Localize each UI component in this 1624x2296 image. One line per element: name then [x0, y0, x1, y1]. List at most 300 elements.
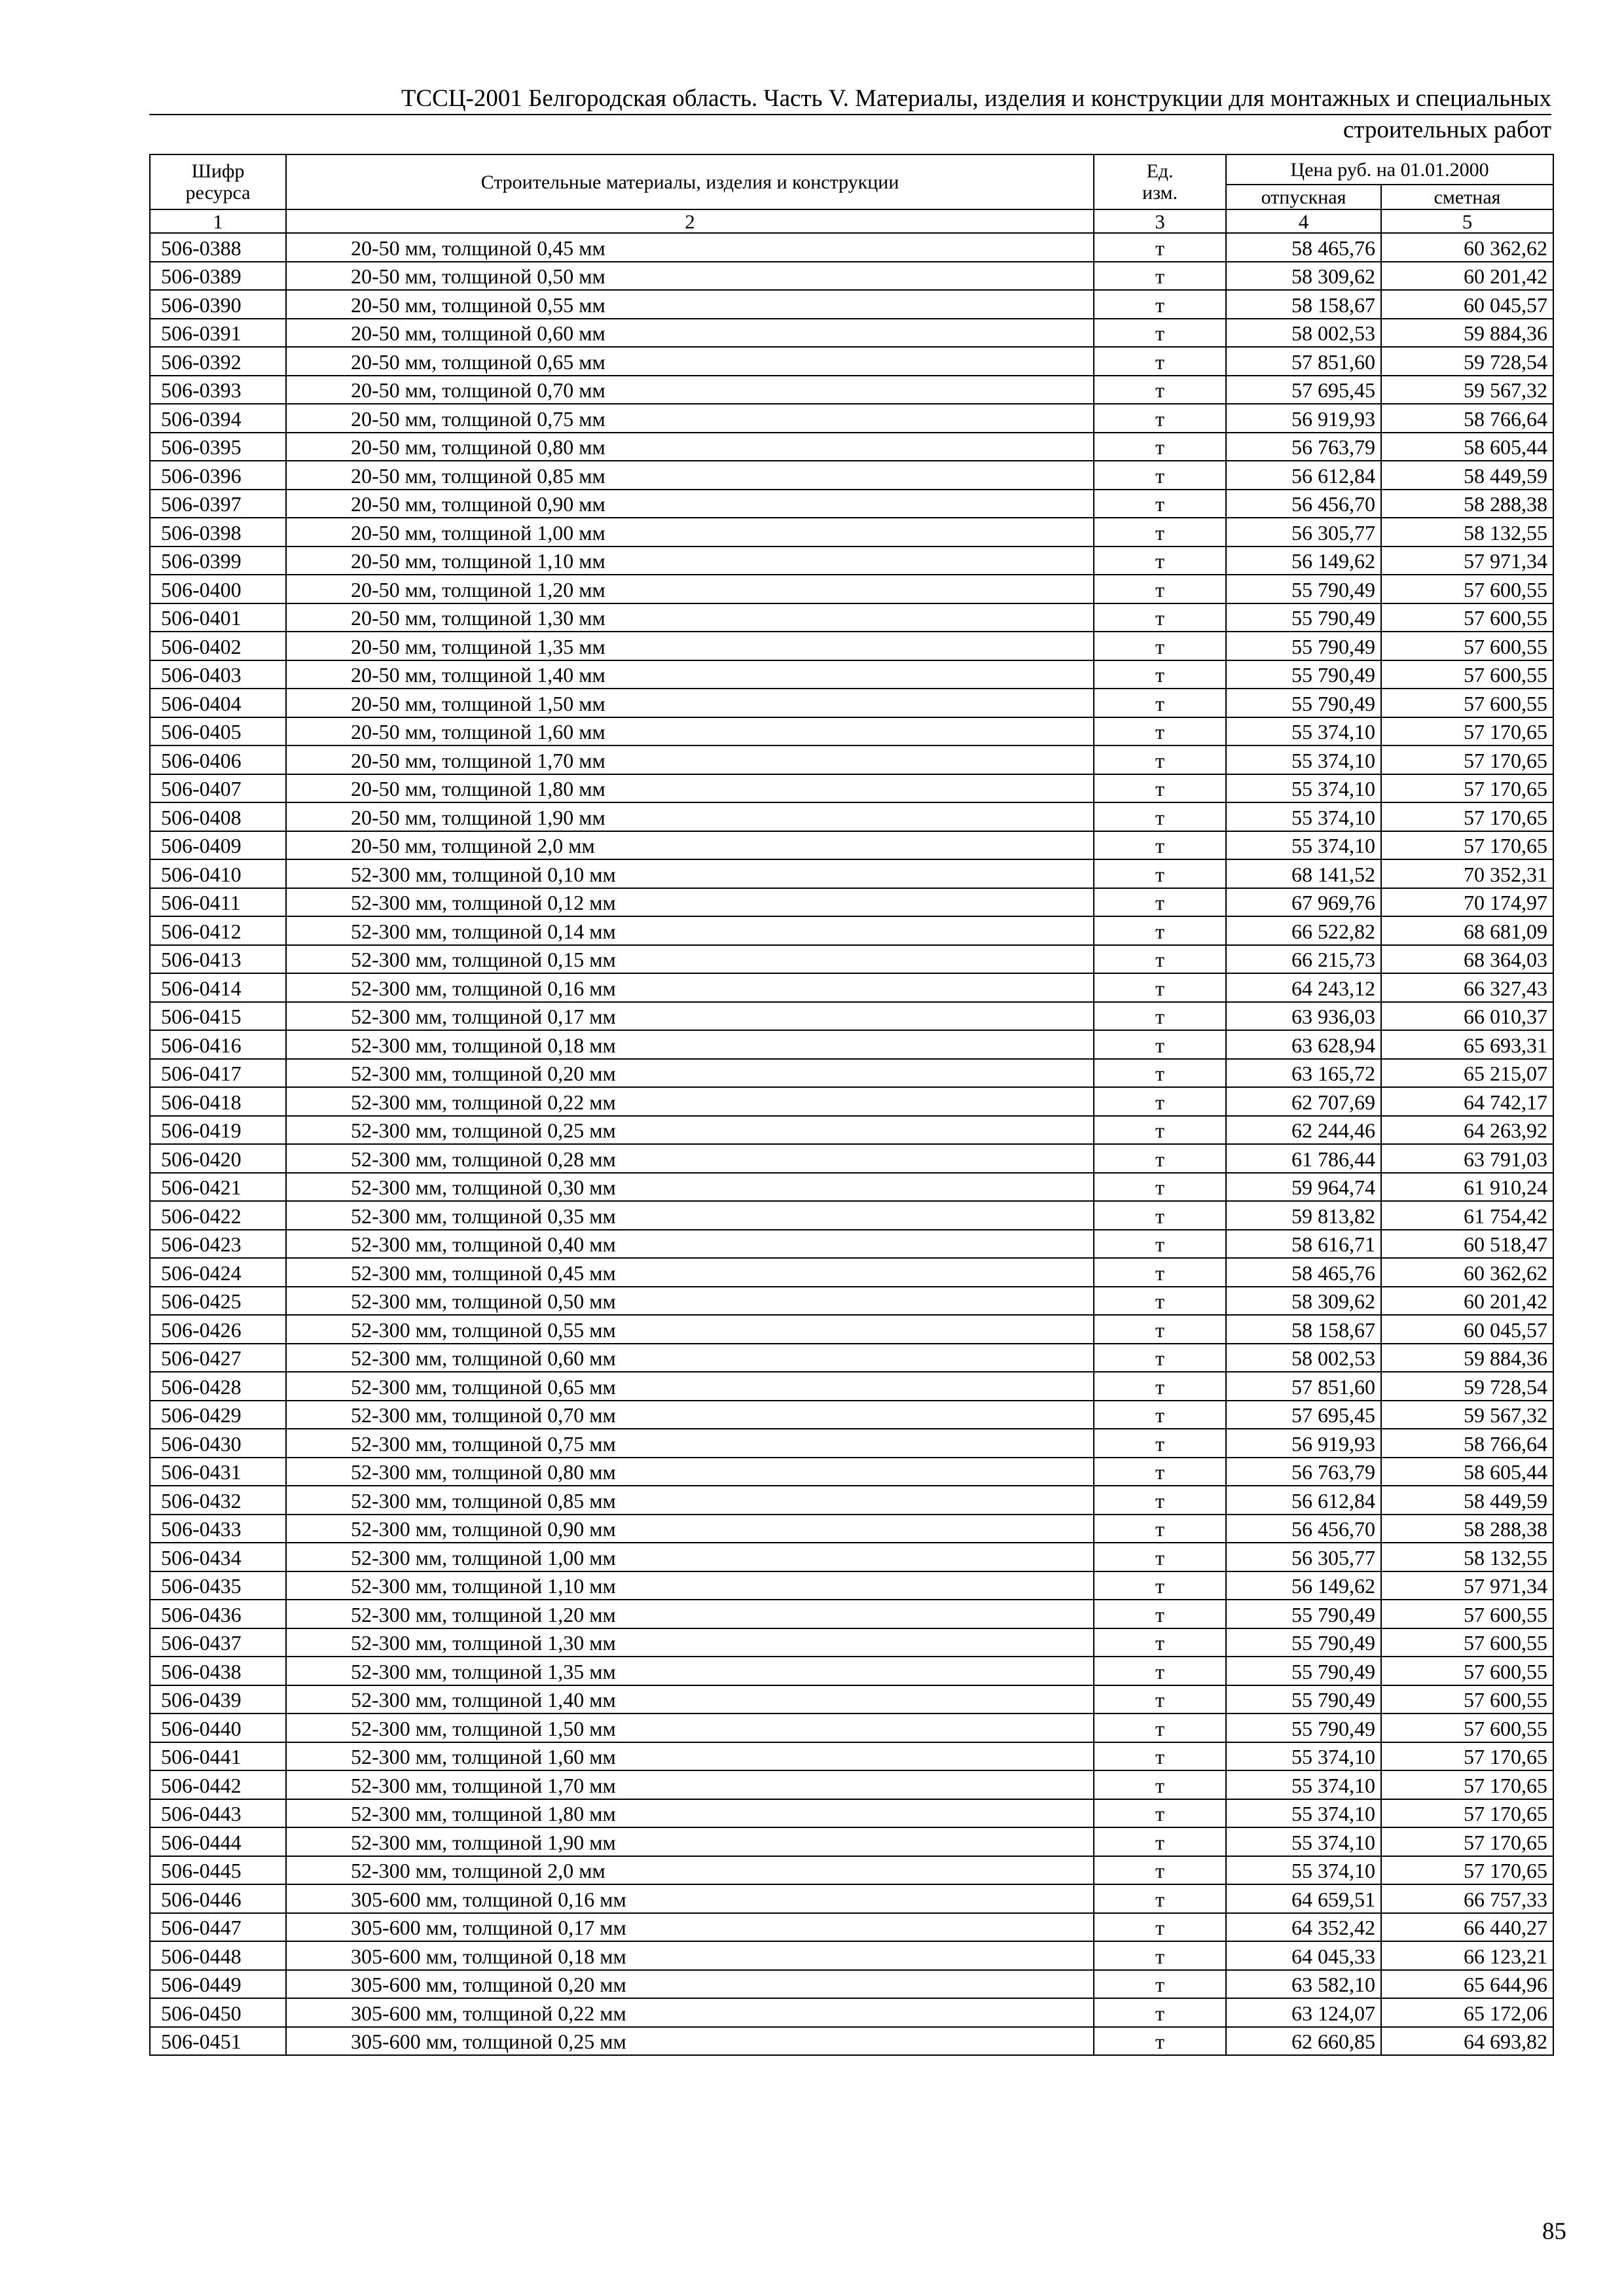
table-row [150, 461, 1553, 490]
resource-code-cell: 506-0438 [150, 1657, 286, 1685]
unit-cell: т [1094, 689, 1226, 717]
table-row [150, 689, 1553, 717]
resource-code-cell: 506-0416 [150, 1030, 286, 1059]
table-row [150, 859, 1553, 888]
release-price-cell: 55 790,49 [1226, 1685, 1381, 1714]
release-price-cell: 64 243,12 [1226, 973, 1381, 1002]
table-row [150, 1002, 1553, 1031]
release-price-cell: 58 465,76 [1226, 1258, 1381, 1287]
unit-cell: т [1094, 1742, 1226, 1771]
release-price-cell: 64 659,51 [1226, 1884, 1381, 1913]
table-row [150, 632, 1553, 660]
estimate-price-cell: 57 600,55 [1381, 575, 1553, 603]
material-name-cell: 52-300 мм, толщиной 1,80 мм [286, 1799, 1094, 1828]
release-price-cell: 62 660,85 [1226, 2027, 1381, 2056]
release-price-cell: 62 707,69 [1226, 1087, 1381, 1116]
estimate-price-cell: 66 327,43 [1381, 973, 1553, 1002]
resource-code-cell: 506-0398 [150, 518, 286, 547]
table-row [150, 1515, 1553, 1543]
unit-cell: т [1094, 290, 1226, 319]
table-row [150, 774, 1553, 803]
unit-cell: т [1094, 1002, 1226, 1031]
table-row [150, 433, 1553, 461]
table-row [150, 1628, 1553, 1657]
unit-cell: т [1094, 547, 1226, 575]
release-price-cell: 68 141,52 [1226, 859, 1381, 888]
release-price-cell: 55 374,10 [1226, 1742, 1381, 1771]
resource-code-cell: 506-0394 [150, 404, 286, 433]
material-name-cell: 20-50 мм, толщиной 0,60 мм [286, 319, 1094, 348]
estimate-price-cell: 59 567,32 [1381, 1401, 1553, 1429]
unit-cell: т [1094, 233, 1226, 262]
material-name-cell: 20-50 мм, толщиной 0,85 мм [286, 461, 1094, 490]
material-name-cell: 20-50 мм, толщиной 0,70 мм [286, 376, 1094, 404]
material-name-cell: 52-300 мм, толщиной 0,50 мм [286, 1287, 1094, 1316]
release-price-cell: 63 628,94 [1226, 1030, 1381, 1059]
resource-code-cell: 506-0400 [150, 575, 286, 603]
resource-code-cell: 506-0426 [150, 1315, 286, 1344]
unit-cell: т [1094, 376, 1226, 404]
release-price-cell: 56 305,77 [1226, 518, 1381, 547]
table-row [150, 1030, 1553, 1059]
material-name-cell: 20-50 мм, толщиной 0,80 мм [286, 433, 1094, 461]
resource-code-cell: 506-0390 [150, 290, 286, 319]
unit-cell: т [1094, 1543, 1226, 1571]
release-price-cell: 59 964,74 [1226, 1173, 1381, 1202]
resource-code-cell: 506-0424 [150, 1258, 286, 1287]
estimate-price-cell: 60 362,62 [1381, 233, 1553, 262]
material-name-cell: 20-50 мм, толщиной 1,70 мм [286, 745, 1094, 774]
estimate-price-cell: 59 884,36 [1381, 1344, 1553, 1372]
material-name-cell: 52-300 мм, толщиной 0,30 мм [286, 1173, 1094, 1202]
release-price-cell: 55 790,49 [1226, 1600, 1381, 1628]
release-price-cell: 56 763,79 [1226, 433, 1381, 461]
table-row [150, 376, 1553, 404]
material-name-cell: 20-50 мм, толщиной 1,10 мм [286, 547, 1094, 575]
column-number-5: 5 [1381, 209, 1553, 233]
estimate-price-cell: 58 132,55 [1381, 1543, 1553, 1571]
release-price-cell: 55 790,49 [1226, 689, 1381, 717]
resource-code-cell: 506-0437 [150, 1628, 286, 1657]
table-row [150, 1287, 1553, 1316]
unit-cell: т [1094, 1372, 1226, 1401]
table-row [150, 1941, 1553, 1970]
table-row [150, 1429, 1553, 1458]
estimate-price-cell: 57 170,65 [1381, 1799, 1553, 1828]
unit-cell: т [1094, 1770, 1226, 1799]
unit-cell: т [1094, 319, 1226, 348]
unit-cell: т [1094, 1913, 1226, 1942]
release-price-cell: 58 158,67 [1226, 1315, 1381, 1344]
estimate-price-cell: 60 518,47 [1381, 1230, 1553, 1259]
estimate-price-cell: 64 742,17 [1381, 1087, 1553, 1116]
estimate-price-cell: 58 288,38 [1381, 490, 1553, 518]
resource-code-cell: 506-0401 [150, 603, 286, 632]
unit-cell: т [1094, 1657, 1226, 1685]
estimate-price-cell: 60 201,42 [1381, 1287, 1553, 1316]
table-row [150, 1458, 1553, 1486]
estimate-price-cell: 57 170,65 [1381, 1827, 1553, 1856]
resource-code-cell: 506-0396 [150, 461, 286, 490]
unit-cell: т [1094, 1941, 1226, 1970]
column-header-code-text: Шифр ресурса [185, 160, 251, 204]
table-row [150, 1401, 1553, 1429]
material-name-cell: 52-300 мм, толщиной 0,65 мм [286, 1372, 1094, 1401]
release-price-cell: 57 851,60 [1226, 1372, 1381, 1401]
unit-cell: т [1094, 1799, 1226, 1828]
unit-cell: т [1094, 1713, 1226, 1742]
material-name-cell: 52-300 мм, толщиной 0,80 мм [286, 1458, 1094, 1486]
table-row [150, 1770, 1553, 1799]
resource-code-cell: 506-0431 [150, 1458, 286, 1486]
table-row [150, 745, 1553, 774]
resource-code-cell: 506-0450 [150, 1998, 286, 2027]
price-table-body [150, 233, 1553, 2055]
column-header-code [150, 154, 286, 209]
material-name-cell: 52-300 мм, толщиной 2,0 мм [286, 1856, 1094, 1885]
material-name-cell: 52-300 мм, толщиной 0,70 мм [286, 1401, 1094, 1429]
table-row [150, 575, 1553, 603]
unit-cell: т [1094, 461, 1226, 490]
resource-code-cell: 506-0403 [150, 660, 286, 689]
table-row [150, 1998, 1553, 2027]
estimate-price-cell: 65 644,96 [1381, 1970, 1553, 1999]
table-row [150, 717, 1553, 746]
unit-cell: т [1094, 1856, 1226, 1885]
resource-code-cell: 506-0423 [150, 1230, 286, 1259]
release-price-cell: 56 919,93 [1226, 1429, 1381, 1458]
material-name-cell: 52-300 мм, толщиной 0,17 мм [286, 1002, 1094, 1031]
table-row [150, 490, 1553, 518]
unit-cell: т [1094, 1458, 1226, 1486]
material-name-cell: 52-300 мм, толщиной 1,00 мм [286, 1543, 1094, 1571]
resource-code-cell: 506-0436 [150, 1600, 286, 1628]
estimate-price-cell: 58 766,64 [1381, 1429, 1553, 1458]
resource-code-cell: 506-0439 [150, 1685, 286, 1714]
unit-cell: т [1094, 831, 1226, 860]
resource-code-cell: 506-0422 [150, 1201, 286, 1230]
estimate-price-cell: 70 174,97 [1381, 888, 1553, 917]
estimate-price-cell: 65 693,31 [1381, 1030, 1553, 1059]
estimate-price-cell: 57 170,65 [1381, 802, 1553, 831]
resource-code-cell: 506-0446 [150, 1884, 286, 1913]
table-row [150, 1173, 1553, 1202]
unit-cell: т [1094, 1030, 1226, 1059]
unit-cell: т [1094, 774, 1226, 803]
material-name-cell: 52-300 мм, толщиной 0,75 мм [286, 1429, 1094, 1458]
column-header-release-price: отпускная [1226, 185, 1381, 209]
resource-code-cell: 506-0391 [150, 319, 286, 348]
material-name-cell: 52-300 мм, толщиной 1,70 мм [286, 1770, 1094, 1799]
material-name-cell: 52-300 мм, толщиной 0,85 мм [286, 1486, 1094, 1515]
table-row [150, 404, 1553, 433]
release-price-cell: 55 790,49 [1226, 1713, 1381, 1742]
resource-code-cell: 506-0406 [150, 745, 286, 774]
estimate-price-cell: 57 600,55 [1381, 1713, 1553, 1742]
release-price-cell: 64 045,33 [1226, 1941, 1381, 1970]
table-row [150, 831, 1553, 860]
table-row [150, 802, 1553, 831]
estimate-price-cell: 59 728,54 [1381, 1372, 1553, 1401]
material-name-cell: 52-300 мм, толщиной 1,10 мм [286, 1571, 1094, 1600]
material-name-cell: 20-50 мм, толщиной 0,50 мм [286, 262, 1094, 291]
unit-cell: т [1094, 1600, 1226, 1628]
estimate-price-cell: 60 362,62 [1381, 1258, 1553, 1287]
estimate-price-cell: 57 600,55 [1381, 1685, 1553, 1714]
unit-cell: т [1094, 1201, 1226, 1230]
material-name-cell: 52-300 мм, толщиной 0,12 мм [286, 888, 1094, 917]
release-price-cell: 55 790,49 [1226, 1657, 1381, 1685]
table-row [150, 1884, 1553, 1913]
release-price-cell: 66 522,82 [1226, 916, 1381, 945]
unit-cell: т [1094, 404, 1226, 433]
table-row [150, 973, 1553, 1002]
resource-code-cell: 506-0399 [150, 547, 286, 575]
release-price-cell: 55 374,10 [1226, 831, 1381, 860]
material-name-cell: 52-300 мм, толщиной 0,10 мм [286, 859, 1094, 888]
unit-cell: т [1094, 888, 1226, 917]
release-price-cell: 55 374,10 [1226, 1827, 1381, 1856]
unit-cell: т [1094, 603, 1226, 632]
table-row [150, 1258, 1553, 1287]
column-header-price: Цена руб. на 01.01.2000 [1226, 154, 1553, 185]
release-price-cell: 57 851,60 [1226, 347, 1381, 376]
table-row [150, 1144, 1553, 1173]
release-price-cell: 58 002,53 [1226, 1344, 1381, 1372]
release-price-cell: 56 456,70 [1226, 1515, 1381, 1543]
material-name-cell: 52-300 мм, толщиной 0,14 мм [286, 916, 1094, 945]
material-name-cell: 305-600 мм, толщиной 0,16 мм [286, 1884, 1094, 1913]
estimate-price-cell: 57 600,55 [1381, 603, 1553, 632]
material-name-cell: 52-300 мм, толщиной 0,55 мм [286, 1315, 1094, 1344]
table-row [150, 1087, 1553, 1116]
release-price-cell: 55 374,10 [1226, 717, 1381, 746]
unit-cell: т [1094, 632, 1226, 660]
material-name-cell: 20-50 мм, толщиной 0,90 мм [286, 490, 1094, 518]
table-row [150, 1116, 1553, 1145]
release-price-cell: 56 149,62 [1226, 1571, 1381, 1600]
unit-cell: т [1094, 1970, 1226, 1999]
table-row [150, 888, 1553, 917]
resource-code-cell: 506-0441 [150, 1742, 286, 1771]
estimate-price-cell: 57 170,65 [1381, 1856, 1553, 1885]
release-price-cell: 55 374,10 [1226, 1799, 1381, 1828]
material-name-cell: 52-300 мм, толщиной 0,16 мм [286, 973, 1094, 1002]
unit-cell: т [1094, 1685, 1226, 1714]
material-name-cell: 20-50 мм, толщиной 1,40 мм [286, 660, 1094, 689]
material-name-cell: 52-300 мм, толщиной 1,50 мм [286, 1713, 1094, 1742]
material-name-cell: 20-50 мм, толщиной 1,60 мм [286, 717, 1094, 746]
material-name-cell: 20-50 мм, толщиной 0,75 мм [286, 404, 1094, 433]
estimate-price-cell: 57 170,65 [1381, 717, 1553, 746]
release-price-cell: 67 969,76 [1226, 888, 1381, 917]
material-name-cell: 20-50 мм, толщиной 1,50 мм [286, 689, 1094, 717]
table-row [150, 290, 1553, 319]
release-price-cell: 56 763,79 [1226, 1458, 1381, 1486]
table-row [150, 1571, 1553, 1600]
unit-cell: т [1094, 490, 1226, 518]
release-price-cell: 58 465,76 [1226, 233, 1381, 262]
release-price-cell: 55 374,10 [1226, 1770, 1381, 1799]
material-name-cell: 52-300 мм, толщиной 0,18 мм [286, 1030, 1094, 1059]
estimate-price-cell: 60 045,57 [1381, 1315, 1553, 1344]
resource-code-cell: 506-0432 [150, 1486, 286, 1515]
material-name-cell: 20-50 мм, толщиной 1,80 мм [286, 774, 1094, 803]
resource-code-cell: 506-0420 [150, 1144, 286, 1173]
table-row [150, 1913, 1553, 1942]
table-row [150, 262, 1553, 291]
resource-code-cell: 506-0435 [150, 1571, 286, 1600]
table-row [150, 347, 1553, 376]
table-row [150, 518, 1553, 547]
table-row [150, 660, 1553, 689]
material-name-cell: 305-600 мм, толщиной 0,20 мм [286, 1970, 1094, 1999]
resource-code-cell: 506-0451 [150, 2027, 286, 2056]
material-name-cell: 52-300 мм, толщиной 1,60 мм [286, 1742, 1094, 1771]
material-name-cell: 20-50 мм, толщиной 0,55 мм [286, 290, 1094, 319]
unit-cell: т [1094, 518, 1226, 547]
unit-cell: т [1094, 1344, 1226, 1372]
estimate-price-cell: 60 045,57 [1381, 290, 1553, 319]
unit-cell: т [1094, 1401, 1226, 1429]
release-price-cell: 58 002,53 [1226, 319, 1381, 348]
release-price-cell: 56 149,62 [1226, 547, 1381, 575]
column-number-2: 2 [286, 209, 1094, 233]
release-price-cell: 55 790,49 [1226, 575, 1381, 603]
table-row [150, 1799, 1553, 1828]
unit-cell: т [1094, 660, 1226, 689]
resource-code-cell: 506-0404 [150, 689, 286, 717]
resource-code-cell: 506-0442 [150, 1770, 286, 1799]
unit-cell: т [1094, 262, 1226, 291]
resource-code-cell: 506-0393 [150, 376, 286, 404]
unit-cell: т [1094, 1486, 1226, 1515]
release-price-cell: 58 309,62 [1226, 262, 1381, 291]
material-name-cell: 52-300 мм, толщиной 0,90 мм [286, 1515, 1094, 1543]
unit-cell: т [1094, 1144, 1226, 1173]
resource-code-cell: 506-0412 [150, 916, 286, 945]
material-name-cell: 52-300 мм, толщиной 1,35 мм [286, 1657, 1094, 1685]
estimate-price-cell: 58 605,44 [1381, 1458, 1553, 1486]
material-name-cell: 52-300 мм, толщиной 0,60 мм [286, 1344, 1094, 1372]
unit-cell: т [1094, 973, 1226, 1002]
resource-code-cell: 506-0443 [150, 1799, 286, 1828]
material-name-cell: 20-50 мм, толщиной 0,45 мм [286, 233, 1094, 262]
resource-code-cell: 506-0433 [150, 1515, 286, 1543]
release-price-cell: 57 695,45 [1226, 1401, 1381, 1429]
table-row [150, 1713, 1553, 1742]
material-name-cell: 52-300 мм, толщиной 0,22 мм [286, 1087, 1094, 1116]
estimate-price-cell: 58 449,59 [1381, 461, 1553, 490]
material-name-cell: 52-300 мм, толщиной 0,45 мм [286, 1258, 1094, 1287]
table-row [150, 1372, 1553, 1401]
release-price-cell: 55 790,49 [1226, 1628, 1381, 1657]
unit-cell: т [1094, 745, 1226, 774]
estimate-price-cell: 57 170,65 [1381, 774, 1553, 803]
table-row [150, 1856, 1553, 1885]
material-name-cell: 52-300 мм, толщиной 1,20 мм [286, 1600, 1094, 1628]
resource-code-cell: 506-0440 [150, 1713, 286, 1742]
table-row [150, 1970, 1553, 1999]
resource-code-cell: 506-0392 [150, 347, 286, 376]
material-name-cell: 52-300 мм, толщиной 1,30 мм [286, 1628, 1094, 1657]
resource-code-cell: 506-0410 [150, 859, 286, 888]
unit-cell: т [1094, 2027, 1226, 2056]
estimate-price-cell: 59 728,54 [1381, 347, 1553, 376]
resource-code-cell: 506-0430 [150, 1429, 286, 1458]
unit-cell: т [1094, 717, 1226, 746]
estimate-price-cell: 66 010,37 [1381, 1002, 1553, 1031]
material-name-cell: 20-50 мм, толщиной 1,30 мм [286, 603, 1094, 632]
release-price-cell: 55 790,49 [1226, 603, 1381, 632]
unit-cell: т [1094, 1116, 1226, 1145]
column-number-3: 3 [1094, 209, 1226, 233]
material-name-cell: 52-300 мм, толщиной 1,90 мм [286, 1827, 1094, 1856]
estimate-price-cell: 57 170,65 [1381, 1770, 1553, 1799]
release-price-cell: 55 374,10 [1226, 802, 1381, 831]
release-price-cell: 63 582,10 [1226, 1970, 1381, 1999]
release-price-cell: 63 124,07 [1226, 1998, 1381, 2027]
unit-cell: т [1094, 1087, 1226, 1116]
estimate-price-cell: 57 600,55 [1381, 632, 1553, 660]
resource-code-cell: 506-0408 [150, 802, 286, 831]
material-name-cell: 52-300 мм, толщиной 0,35 мм [286, 1201, 1094, 1230]
material-name-cell: 305-600 мм, толщиной 0,22 мм [286, 1998, 1094, 2027]
table-row [150, 1201, 1553, 1230]
material-name-cell: 305-600 мм, толщиной 0,17 мм [286, 1913, 1094, 1942]
resource-code-cell: 506-0447 [150, 1913, 286, 1942]
resource-code-cell: 506-0409 [150, 831, 286, 860]
material-name-cell: 20-50 мм, толщиной 1,20 мм [286, 575, 1094, 603]
estimate-price-cell: 58 288,38 [1381, 1515, 1553, 1543]
column-header-unit-text: Ед. изм. [1142, 160, 1178, 204]
estimate-price-cell: 66 440,27 [1381, 1913, 1553, 1942]
estimate-price-cell: 64 263,92 [1381, 1116, 1553, 1145]
unit-cell: т [1094, 1059, 1226, 1088]
estimate-price-cell: 58 605,44 [1381, 433, 1553, 461]
resource-code-cell: 506-0415 [150, 1002, 286, 1031]
estimate-price-cell: 57 971,34 [1381, 1571, 1553, 1600]
unit-cell: т [1094, 1315, 1226, 1344]
price-table [149, 154, 1554, 2056]
resource-code-cell: 506-0395 [150, 433, 286, 461]
table-row [150, 603, 1553, 632]
estimate-price-cell: 68 681,09 [1381, 916, 1553, 945]
material-name-cell: 20-50 мм, толщиной 0,65 мм [286, 347, 1094, 376]
resource-code-cell: 506-0397 [150, 490, 286, 518]
release-price-cell: 56 612,84 [1226, 1486, 1381, 1515]
release-price-cell: 55 790,49 [1226, 660, 1381, 689]
resource-code-cell: 506-0444 [150, 1827, 286, 1856]
unit-cell: т [1094, 1287, 1226, 1316]
table-row [150, 1230, 1553, 1259]
table-row [150, 547, 1553, 575]
unit-cell: т [1094, 1258, 1226, 1287]
running-header-line-2: строительных работ [1343, 117, 1551, 143]
estimate-price-cell: 57 600,55 [1381, 1600, 1553, 1628]
release-price-cell: 64 352,42 [1226, 1913, 1381, 1942]
estimate-price-cell: 61 754,42 [1381, 1201, 1553, 1230]
table-row [150, 1685, 1553, 1714]
release-price-cell: 57 695,45 [1226, 376, 1381, 404]
material-name-cell: 20-50 мм, толщиной 1,00 мм [286, 518, 1094, 547]
estimate-price-cell: 66 757,33 [1381, 1884, 1553, 1913]
unit-cell: т [1094, 1998, 1226, 2027]
estimate-price-cell: 57 600,55 [1381, 660, 1553, 689]
table-row [150, 1600, 1553, 1628]
release-price-cell: 66 215,73 [1226, 945, 1381, 974]
material-name-cell: 20-50 мм, толщиной 1,90 мм [286, 802, 1094, 831]
